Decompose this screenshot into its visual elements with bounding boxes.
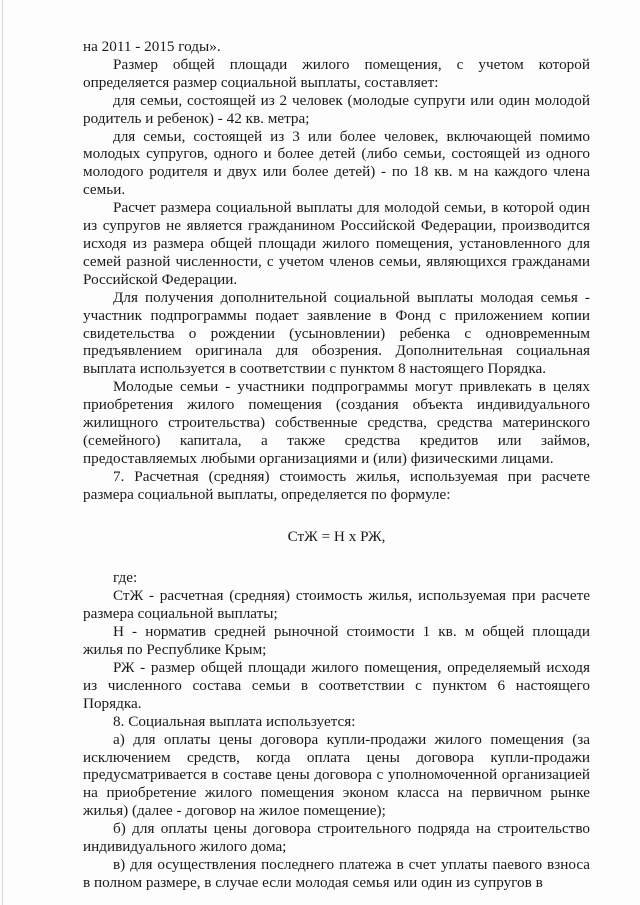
paragraph-item-8: 8. Социальная выплата используется: — [113, 712, 356, 730]
paragraph-where: где: — [113, 569, 138, 587]
paragraph-item-7: 7. Расчетная (средняя) стоимость жилья, используемая при расчете размера социальной выплаты, определяется по формуле: — [83, 467, 590, 503]
definition-stzh: СтЖ - расчетная (средняя) стоимость жилья, используемая при расчете размера социальной выплаты; — [83, 587, 590, 623]
document-body — [83, 38, 590, 892]
paragraph-additional-payment: Для получения дополнительной социальной выплаты молодая семья - участник подпрограммы подает заявление в Фонд с приложением копии свидетельства о рождении (усыновлении) ребенка с одновременным предъявлением оригинала для обозрения. Дополнительная социальная выплата используется в соответствии с пунктом 8 настоящего Порядка. — [83, 288, 590, 378]
paragraph-area-size: Размер общей площади жилого помещения, с учетом которой определяется размер социальной выплаты, составляет: — [83, 55, 590, 91]
paragraph-foreign-spouse: Расчет размера социальной выплаты для молодой семьи, в которой один из супругов не является гражданином Российской Федерации, производится исходя из размера общей площади жилого помещения, установленного для семей разной численности, с учетом членов семьи, являющихся гражданами Российской Федерации. — [83, 199, 590, 288]
formula: СтЖ = Н х РЖ, — [287, 527, 386, 545]
paragraph-continuation: на 2011 - 2015 годы». — [83, 38, 221, 55]
definition-rzh: РЖ - размер общей площади жилого помещения, определяемый исходя из численного состава семьи в соответствии с пунктом 6 настоящего Порядка. — [83, 659, 590, 712]
paragraph-three-plus-family: для семьи, состоящей из 3 или более человек, включающей помимо молодых супругов, одного и более детей (либо семьи, состоящей из одного молодого родителя и двух или более детей) - по 18 кв. м на каждого члена семьи. — [83, 127, 590, 199]
paragraph-own-funds: Молодые семьи - участники подпрограммы могут привлекать в целях приобретения жилого помещения (создания объекта индивидуального жилищного строительства) собственные средства, средства материнского (семейного) капитала, а также средства кредитов или займов, предоставляемых любыми организациями и (или) физическими лицами. — [83, 378, 590, 467]
subitem-v: в) для осуществления последнего платежа в счет уплаты паевого взноса в полном размере, в случае если молодая семья или один из супругов в — [83, 855, 590, 891]
paragraph-two-person-family: для семьи, состоящей из 2 человек (молодые супруги или один молодой родитель и ребенок) - 42 кв. метра; — [83, 91, 590, 127]
subitem-b: б) для оплаты цены договора строительного подряда на строительство индивидуального жилого дома; — [83, 820, 590, 856]
definition-n: Н - норматив средней рыночной стоимости 1 кв. м общей площади жилья по Республике Крым; — [83, 623, 590, 659]
scan-edge-line — [2, 0, 3, 905]
subitem-a: а) для оплаты цены договора купли-продажи жилого помещения (за исключением средств, когда оплата цены договора купли-продажи предусматривается в составе цены договора с уполномоченной организацией на приобретение жилого помещения эконом класса на первичном рынке жилья) (далее - договор на жилое помещение); — [83, 730, 590, 820]
